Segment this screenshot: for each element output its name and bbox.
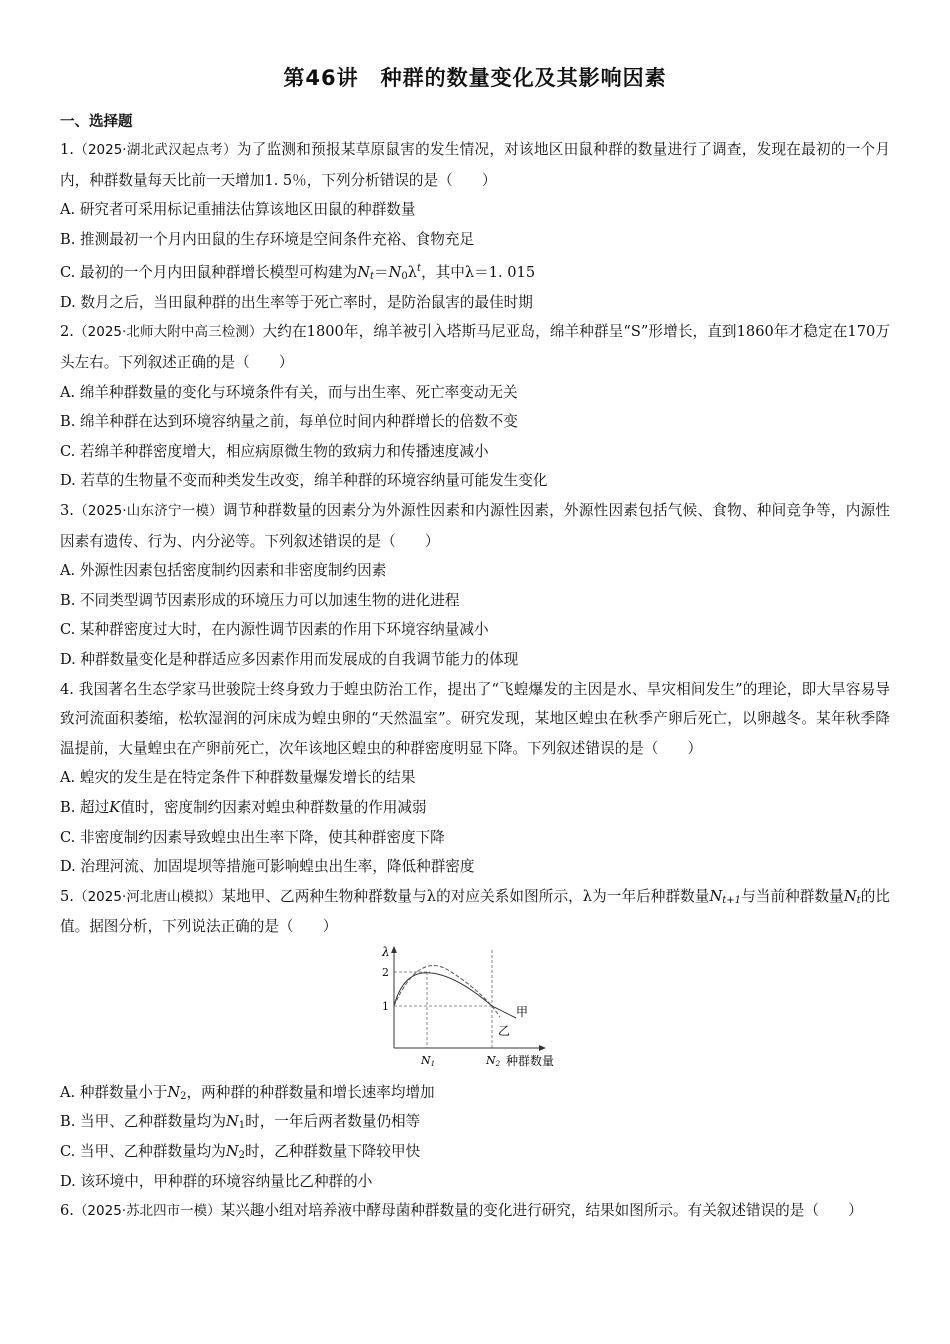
x-axis-arrow xyxy=(539,1045,546,1051)
y-axis-label: λ xyxy=(382,944,390,959)
option-d: D. 该环境中，甲种群的环境容纳量比乙种群的小 xyxy=(60,1172,373,1190)
question-1-stem: 1.（2025·湖北武汉起点考）为了监测和预报某草原鼠害的发生情况，对该地区田鼠种群的数量进行了调查，发现在最初的一个月内，种群数量每天比前一天增加1. 5％，下列分析错误的是（ ） xyxy=(60,141,890,189)
lambda-graph xyxy=(370,942,580,1078)
lambda-figure xyxy=(60,942,890,1078)
question-2-stem: 2.（2025·北师大附中高三检测）大约在1800年，绵羊被引入塔斯马尼亚岛，绵羊种群呈“S”形增长，直到1860年才稳定在170万头左右。下列叙述正确的是（ ） xyxy=(60,323,890,372)
option-b: B. 不同类型调节因素形成的环境压力可以加速生物的进化进程 xyxy=(60,591,460,609)
page-title xyxy=(0,62,950,92)
question-3-stem: 3.（2025·山东济宁一模）调节种群数量的因素分为外源性因素和内源性因素，外源性因素包括气候、食物、种间竞争等，内源性因素有遗传、行为、内分泌等。下列叙述错误的是（ ） xyxy=(60,501,890,550)
tick-label-1: 1 xyxy=(382,999,389,1013)
option-d: D. 数月之后，当田鼠种群的出生率等于死亡率时，是防治鼠害的最佳时期 xyxy=(60,293,533,311)
option-b: B. 超过K值时，密度制约因素对蝗虫种群数量的作用减弱 xyxy=(60,798,427,816)
option-c: C. 非密度制约因素导致蝗虫出生率下降，使其种群密度下降 xyxy=(60,828,445,846)
label-yi: 乙 xyxy=(498,1023,511,1038)
question-6-stem: 6.（2025·苏北四市一模）某兴趣小组对培养液中酵母菌种群数量的变化进行研究，结果如图所示。有关叙述错误的是（ ） xyxy=(60,1202,863,1220)
section-heading: 一、选择题 xyxy=(60,114,133,130)
option-c: C. 若绵羊种群密度增大，相应病原微生物的致病力和传播速度减小 xyxy=(60,442,489,460)
lecture-topic: 种群的数量变化及其影响因素 xyxy=(380,66,667,90)
question-source: （2025·北师大附中高三检测） xyxy=(73,324,263,341)
x-axis-label: 种群数量 xyxy=(506,1053,555,1068)
option-a: A. 绵羊种群数量的变化与环境条件有关，而与出生率、死亡率变动无关 xyxy=(60,383,518,401)
lecture-number: 第46讲 xyxy=(283,66,359,90)
option-d: D. 若草的生物量不变而种类发生改变，绵羊种群的环境容纳量可能发生变化 xyxy=(60,472,548,490)
option-a: A. 种群数量小于$N_2$，两种群的种群数量和增长速率均增加 xyxy=(60,1083,435,1102)
question-source: （2025·山东济宁一模） xyxy=(73,502,223,519)
question-source: （2025·湖北武汉起点考） xyxy=(73,142,237,158)
question-4-stem: 4. 我国著名生态学家马世骏院士终身致力于蝗虫防治工作，提出了“飞蝗爆发的主因是水、旱灾相间发生”的理论，即大旱容易导致河流面积萎缩，松软湿润的河床成为蝗虫卵的“天然温室”。研究发现，某地区蝗虫在秋季产卵后死亡，以卵越冬。某年秋季降温提前，大量蝗虫在产卵前死亡，次年该地区蝗虫的种群密度明显下降。下列叙述错误的是（ ） xyxy=(60,680,890,757)
option-b: B. 绵羊种群在达到环境容纳量之前，每单位时间内种群增长的倍数不变 xyxy=(60,413,518,431)
question-5-stem: 5.（2025·河北唐山模拟）某地甲、乙两种生物种群数量与λ的对应关系如图所示，λ为一年后种群数量$N_{t+1}$与当前种群数量$N_t$的比值。据图分析，下列说法正确的是（ ） xyxy=(60,887,890,936)
y-axis-arrow xyxy=(391,946,397,953)
option-c: C. 当甲、乙种群数量均为$N_2$时，乙种群数量下降较甲快 xyxy=(60,1143,421,1162)
curve-jia xyxy=(394,973,516,1018)
question-source: （2025·河北唐山模拟） xyxy=(73,888,222,905)
option-a: A. 研究者可采用标记重捕法估算该地区田鼠的种群数量 xyxy=(60,201,416,219)
label-jia: 甲 xyxy=(516,1004,529,1019)
option-c: C. 某种群密度过大时，在内源性调节因素的作用下环境容纳量减小 xyxy=(60,621,489,639)
n1-label: N1 xyxy=(421,1053,436,1068)
question-source: （2025·苏北四市一模） xyxy=(73,1203,221,1220)
option-a: A. 蝗灾的发生是在特定条件下种群数量爆发增长的结果 xyxy=(60,769,416,787)
option-a: A. 外源性因素包括密度制约因素和非密度制约因素 xyxy=(60,562,387,580)
curve-yi xyxy=(394,965,500,1017)
option-d: D. 治理河流、加固堤坝等措施可影响蝗虫出生率，降低种群密度 xyxy=(60,858,475,876)
tick-label-2: 2 xyxy=(382,965,389,979)
n2-label: N2 xyxy=(486,1053,501,1068)
option-d: D. 种群数量变化是种群适应多因素作用而发展成的自我调节能力的体现 xyxy=(60,650,519,668)
option-c: C. 最初的一个月内田鼠种群增长模型可构建为$N_t=N_0\lambda^t$，其中λ＝1. 015 xyxy=(60,263,536,283)
option-b: B. 推测最初一个月内田鼠的生存环境是空间条件充裕、食物充足 xyxy=(60,230,475,248)
option-b: B. 当甲、乙种群数量均为$N_1$时，一年后两者数量仍相等 xyxy=(60,1113,421,1132)
question-list xyxy=(60,135,890,1227)
